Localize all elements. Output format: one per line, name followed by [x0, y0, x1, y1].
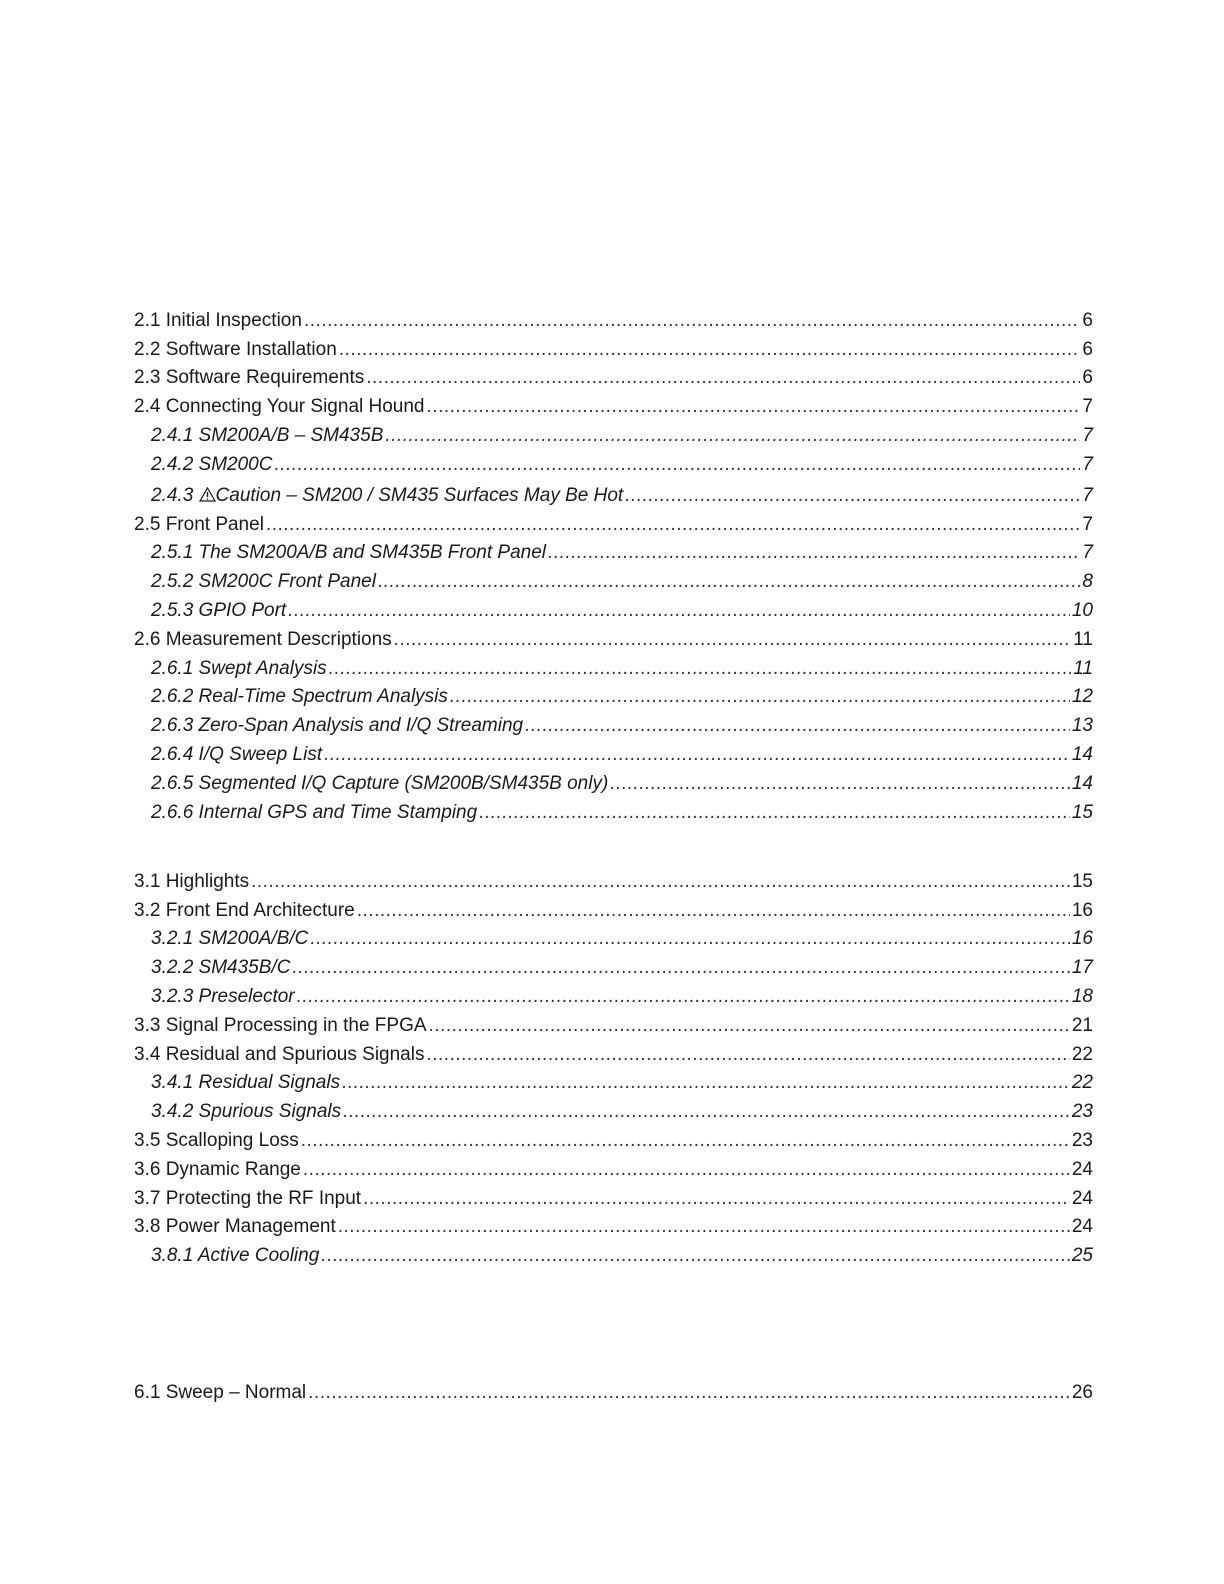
- page-number: 26: [1071, 1381, 1093, 1403]
- toc-entry-2-6-3[interactable]: 2.6.3 Zero-Span Analysis and I/Q Streaming ..... 13: [134, 708, 1093, 737]
- toc-entry-2-4-2[interactable]: 2.4.2 SM200C ..... 7: [134, 447, 1093, 476]
- toc-entry-3-5[interactable]: 3.5 Scalloping Loss ..... 23: [134, 1123, 1093, 1152]
- toc-section-6: [134, 1375, 1093, 1404]
- toc-entry-3-2-3[interactable]: 3.2.3 Preselector ..... 18: [134, 979, 1093, 1008]
- toc-entry-2-5-2[interactable]: 2.5.2 SM200C Front Panel ..... 8: [134, 564, 1093, 593]
- page-number: 8: [1082, 571, 1093, 593]
- page-number: 6: [1082, 338, 1093, 360]
- toc-entry-2-6-1[interactable]: 2.6.1 Swept Analysis ..... 11: [134, 651, 1093, 680]
- toc-entry-3-4[interactable]: 3.4 Residual and Spurious Signals ..... 22: [134, 1037, 1093, 1066]
- page-number: 25: [1071, 1245, 1093, 1267]
- page-number: 23: [1071, 1101, 1093, 1123]
- page-number: 7: [1082, 396, 1093, 418]
- toc-section-2: [134, 303, 1093, 824]
- page-number: 16: [1071, 928, 1093, 950]
- page-number: 14: [1071, 743, 1093, 765]
- page-number: 18: [1071, 985, 1093, 1007]
- toc-entry-3-7[interactable]: 3.7 Protecting the RF Input ..... 24: [134, 1181, 1093, 1210]
- toc-entry-3-1[interactable]: 3.1 Highlights ..... 15: [134, 864, 1093, 893]
- toc-entry-2-6-4[interactable]: 2.6.4 I/Q Sweep List ..... 14: [134, 737, 1093, 766]
- toc-entry-3-4-2[interactable]: 3.4.2 Spurious Signals ..... 23: [134, 1094, 1093, 1123]
- page-number: 15: [1071, 870, 1093, 892]
- page-number: 6: [1082, 367, 1093, 389]
- toc-entry-3-8-1[interactable]: 3.8.1 Active Cooling ..... 25: [134, 1238, 1093, 1267]
- toc-entry-6-1[interactable]: 6.1 Sweep – Normal ..... 26: [134, 1375, 1093, 1404]
- toc-entry-2-2[interactable]: 2.2 Software Installation ..... 6: [134, 332, 1093, 361]
- toc-entry-2-4-3[interactable]: 2.4.3 Caution – SM200 / SM435 Surfaces May Be Hot ..... 7: [134, 476, 1093, 507]
- page-number: 7: [1082, 484, 1093, 506]
- page-number: 13: [1071, 715, 1093, 737]
- toc-entry-3-3[interactable]: 3.3 Signal Processing in the FPGA ..... 21: [134, 1008, 1093, 1037]
- page-number: 7: [1082, 453, 1093, 475]
- toc-entry-3-2-2[interactable]: 3.2.2 SM435B/C ..... 17: [134, 950, 1093, 979]
- page-number: 7: [1082, 542, 1093, 564]
- toc-entry-2-6-6[interactable]: 2.6.6 Internal GPS and Time Stamping ..... 15: [134, 795, 1093, 824]
- page-number: 23: [1071, 1129, 1093, 1151]
- toc-entry-3-4-1[interactable]: 3.4.1 Residual Signals ..... 22: [134, 1066, 1093, 1095]
- page-number: 24: [1071, 1216, 1093, 1238]
- caution-triangle-icon: [199, 487, 216, 502]
- page-number: 7: [1082, 424, 1093, 446]
- page-number: 24: [1071, 1158, 1093, 1180]
- toc-entry-3-2-1[interactable]: 3.2.1 SM200A/B/C ..... 16: [134, 922, 1093, 951]
- toc-section-3: [134, 864, 1093, 1267]
- page-number: 14: [1071, 772, 1093, 794]
- toc-entry-2-1[interactable]: 2.1 Initial Inspection ..... 6: [134, 303, 1093, 332]
- page-number: 11: [1073, 657, 1093, 679]
- page-number: 16: [1071, 899, 1093, 921]
- page-number: 22: [1071, 1072, 1093, 1094]
- toc-entry-3-6[interactable]: 3.6 Dynamic Range ..... 24: [134, 1152, 1093, 1181]
- page-number: 21: [1071, 1014, 1093, 1036]
- toc-entry-2-4-1[interactable]: 2.4.1 SM200A/B – SM435B ..... 7: [134, 418, 1093, 447]
- page-number: 24: [1071, 1187, 1093, 1209]
- toc-entry-2-6-2[interactable]: 2.6.2 Real-Time Spectrum Analysis ..... 12: [134, 680, 1093, 709]
- toc-entry-2-6-5[interactable]: 2.6.5 Segmented I/Q Capture (SM200B/SM435B only) ..... 14: [134, 766, 1093, 795]
- page-number: 6: [1082, 309, 1093, 331]
- page-number: 15: [1071, 801, 1093, 823]
- page-number: 17: [1071, 957, 1093, 979]
- toc-entry-3-2[interactable]: 3.2 Front End Architecture ..... 16: [134, 893, 1093, 922]
- toc-entry-2-6[interactable]: 2.6 Measurement Descriptions ..... 11: [134, 622, 1093, 651]
- toc-entry-2-5-3[interactable]: 2.5.3 GPIO Port ..... 10: [134, 593, 1093, 622]
- page-number: 10: [1071, 599, 1093, 621]
- toc-entry-2-5[interactable]: 2.5 Front Panel ..... 7: [134, 507, 1093, 536]
- page-number: 22: [1071, 1043, 1093, 1065]
- toc-entry-2-5-1[interactable]: 2.5.1 The SM200A/B and SM435B Front Panel ..... 7: [134, 536, 1093, 565]
- page-number: 11: [1073, 628, 1093, 650]
- page-number: 12: [1071, 686, 1093, 708]
- toc-entry-2-4[interactable]: 2.4 Connecting Your Signal Hound ..... 7: [134, 389, 1093, 418]
- page-number: 7: [1082, 513, 1093, 535]
- toc-entry-3-8[interactable]: 3.8 Power Management ..... 24: [134, 1210, 1093, 1239]
- toc-entry-2-3[interactable]: 2.3 Software Requirements ..... 6: [134, 361, 1093, 390]
